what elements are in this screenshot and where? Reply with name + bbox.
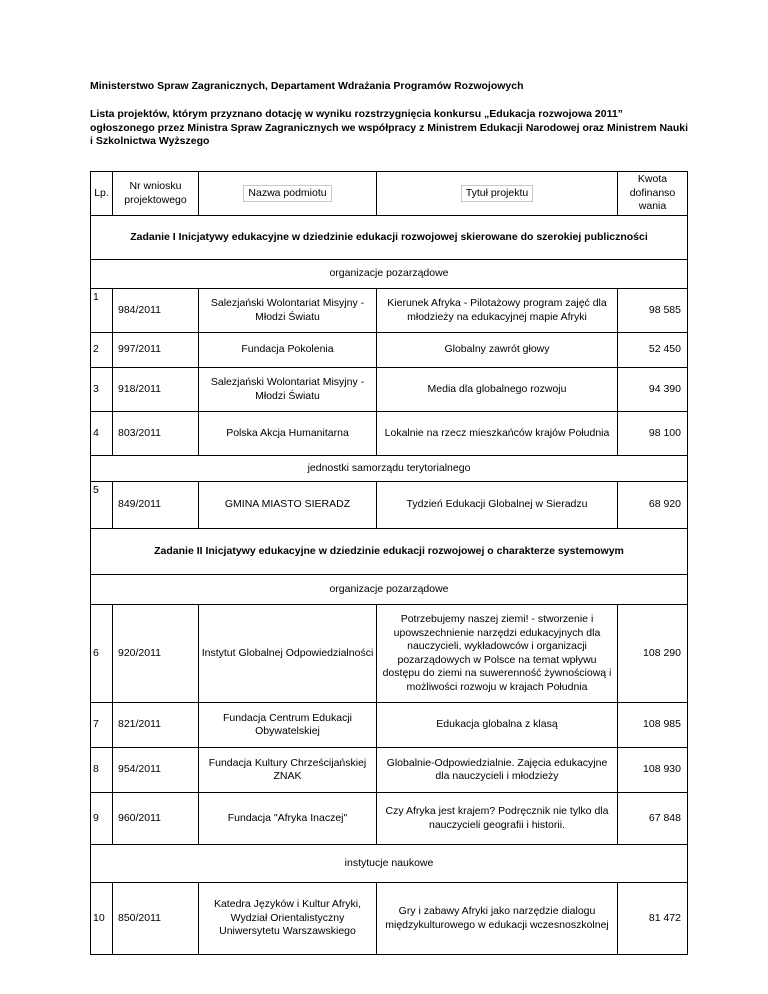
cell-tytul: Media dla globalnego rozwoju bbox=[377, 368, 618, 412]
cell-kwota: 108 985 bbox=[618, 703, 688, 748]
col-header-lp: Lp. bbox=[91, 172, 113, 216]
table-header-row bbox=[91, 172, 688, 216]
cell-nr: 803/2011 bbox=[113, 412, 199, 456]
cell-tytul: Czy Afryka jest krajem? Podręcznik nie tylko dla nauczycieli geografii i historii. bbox=[377, 793, 618, 845]
cell-nr: 997/2011 bbox=[113, 333, 199, 368]
cell-kwota: 81 472 bbox=[618, 883, 688, 955]
cell-tytul: Lokalnie na rzecz mieszkańców krajów Południa bbox=[377, 412, 618, 456]
cell-kwota: 52 450 bbox=[618, 333, 688, 368]
cell-lp: 7 bbox=[91, 703, 113, 748]
table-row bbox=[91, 605, 688, 703]
cell-kwota: 67 848 bbox=[618, 793, 688, 845]
cell-podmiot: Fundacja Pokolenia bbox=[199, 333, 377, 368]
cell-tytul: Edukacja globalna z klasą bbox=[377, 703, 618, 748]
cell-lp: 6 bbox=[91, 605, 113, 703]
cell-tytul: Tydzień Edukacji Globalnej w Sieradzu bbox=[377, 482, 618, 529]
cell-kwota: 68 920 bbox=[618, 482, 688, 529]
table-row bbox=[91, 412, 688, 456]
table-row bbox=[91, 748, 688, 793]
col-header-tytul-projektu: Tytuł projektu bbox=[377, 172, 618, 216]
table-row bbox=[91, 793, 688, 845]
cell-nr: 920/2011 bbox=[113, 605, 199, 703]
table-row bbox=[91, 289, 688, 333]
cell-podmiot: Salezjański Wolontariat Misyjny - Młodzi Światu bbox=[199, 289, 377, 333]
cell-lp: 3 bbox=[91, 368, 113, 412]
cell-lp: 4 bbox=[91, 412, 113, 456]
group-title: jednostki samorządu terytorialnego bbox=[91, 456, 688, 482]
cell-podmiot: Salezjański Wolontariat Misyjny - Młodzi Światu bbox=[199, 368, 377, 412]
cell-tytul: Potrzebujemy naszej ziemi! - stworzenie i upowszechnienie narzędzi edukacyjnych dla nauczycieli, wykładowców i organizacji pozarządowych w Polsce na temat wpływu dostępu do ziemi na suwerenność żywnościową i możliwości rozwoju w krajach Południa bbox=[377, 605, 618, 703]
cell-podmiot: Fundacja Kultury Chrześcijańskiej ZNAK bbox=[199, 748, 377, 793]
cell-podmiot: Polska Akcja Humanitarna bbox=[199, 412, 377, 456]
cell-kwota: 98 585 bbox=[618, 289, 688, 333]
cell-nr: 960/2011 bbox=[113, 793, 199, 845]
table-row bbox=[91, 703, 688, 748]
group-title: organizacje pozarządowe bbox=[91, 575, 688, 605]
cell-kwota: 108 930 bbox=[618, 748, 688, 793]
cell-nr: 954/2011 bbox=[113, 748, 199, 793]
table-row bbox=[91, 368, 688, 412]
group-title: instytucje naukowe bbox=[91, 845, 688, 883]
table-row bbox=[91, 333, 688, 368]
cell-tytul: Kierunek Afryka - Pilotażowy program zajęć dla młodzieży na edukacyjnej mapie Afryki bbox=[377, 289, 618, 333]
cell-tytul: Gry i zabawy Afryki jako narzędzie dialogu międzykulturowego w edukacji wczesnoszkolnej bbox=[377, 883, 618, 955]
col-header-nazwa-podmiotu: Nazwa podmiotu bbox=[199, 172, 377, 216]
cell-lp: 5 bbox=[91, 482, 113, 529]
projects-table bbox=[90, 171, 688, 955]
table-row bbox=[91, 482, 688, 529]
cell-podmiot: Katedra Języków i Kultur Afryki, Wydział Orientalistyczny Uniwersytetu Warszawskiego bbox=[199, 883, 377, 955]
cell-podmiot: Fundacja "Afryka Inaczej" bbox=[199, 793, 377, 845]
section-title: Zadanie I Inicjatywy edukacyjne w dziedzinie edukacji rozwojowej skierowane do szerokiej publiczności bbox=[91, 216, 688, 260]
cell-lp: 9 bbox=[91, 793, 113, 845]
col-header-nr-wniosku: Nr wniosku projektowego bbox=[113, 172, 199, 216]
cell-kwota: 98 100 bbox=[618, 412, 688, 456]
cell-podmiot: Fundacja Centrum Edukacji Obywatelskiej bbox=[199, 703, 377, 748]
cell-tytul: Globalnie-Odpowiedzialnie. Zajęcia edukacyjne dla nauczycieli i młodzieży bbox=[377, 748, 618, 793]
cell-nr: 821/2011 bbox=[113, 703, 199, 748]
col-header-kwota: Kwota dofinanso wania bbox=[618, 172, 688, 216]
table-row bbox=[91, 883, 688, 955]
cell-podmiot: GMINA MIASTO SIERADZ bbox=[199, 482, 377, 529]
cell-lp: 10 bbox=[91, 883, 113, 955]
cell-podmiot: Instytut Globalnej Odpowiedzialności bbox=[199, 605, 377, 703]
cell-nr: 850/2011 bbox=[113, 883, 199, 955]
cell-tytul: Globalny zawrót głowy bbox=[377, 333, 618, 368]
document-title: Lista projektów, którym przyznano dotację w wyniku rozstrzygnięcia konkursu „Edukacja rozwojowa 2011” ogłoszonego przez Ministra Spraw Zagranicznych we współpracy z Ministrem Edukacji Narodowej oraz Ministrem Nauki i Szkolnictwa Wyższego bbox=[90, 108, 689, 147]
cell-lp: 1 bbox=[91, 289, 113, 333]
group-title: organizacje pozarządowe bbox=[91, 260, 688, 289]
cell-lp: 2 bbox=[91, 333, 113, 368]
cell-kwota: 94 390 bbox=[618, 368, 688, 412]
section-title: Zadanie II Inicjatywy edukacyjne w dziedzinie edukacji rozwojowej o charakterze systemowym bbox=[91, 529, 688, 575]
cell-nr: 918/2011 bbox=[113, 368, 199, 412]
cell-lp: 8 bbox=[91, 748, 113, 793]
cell-kwota: 108 290 bbox=[618, 605, 688, 703]
cell-nr: 849/2011 bbox=[113, 482, 199, 529]
ministry-heading: Ministerstwo Spraw Zagranicznych, Departament Wdrażania Programów Rozwojowych bbox=[90, 80, 524, 92]
cell-nr: 984/2011 bbox=[113, 289, 199, 333]
